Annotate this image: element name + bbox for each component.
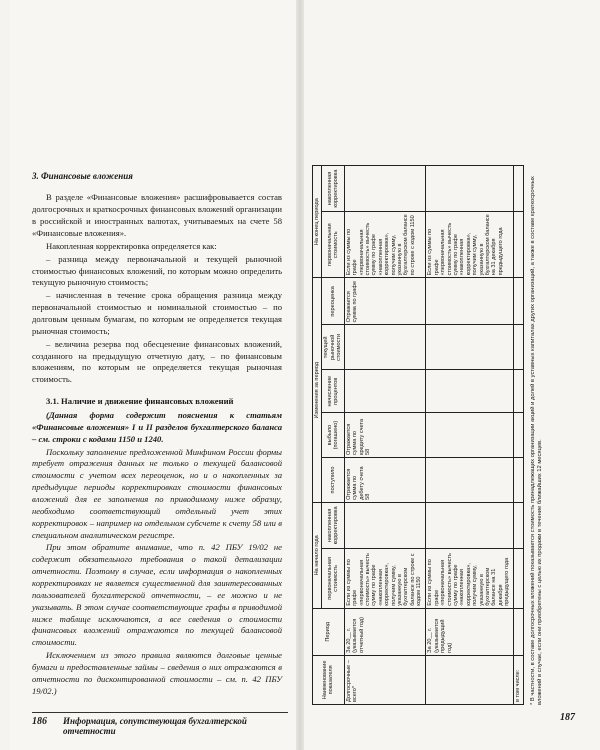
cell-interest xyxy=(344,370,426,413)
subsection-title: 3.1. Наличие и движение финансовых вложений xyxy=(46,396,234,407)
cell-interest xyxy=(514,370,524,413)
cell-market xyxy=(344,325,426,370)
cell-start-cost: Если из суммы по графе «первоначальная стоимость» вычесть сумму по графе «накопленная корректировка», получим сумму, указанную в бухгалтерском балансе на 31 декабря предыдущего года xyxy=(426,548,514,608)
rotated-table-content xyxy=(312,165,560,705)
cell-period: За 20__ г. (указывается предыдущий год) xyxy=(426,608,514,655)
paragraph: При этом обратите внимание, что п. 42 ПБУ 19/02 не содержит обязательного требования о такой детализации отчетности. Поэтому в случае, если информация о накопленных корректировках не является существенной для заинтересованных пользователей бухгалтерской отчетности, – ее можно и не указывать. В этом случае соответствующие графы в приводимой ниже таблице исключаются, а все сведения о стоимости финансовых вложений отражаются по текущей балансовой стоимости. xyxy=(32,542,282,648)
cell-start-adj xyxy=(514,502,524,548)
cell-period xyxy=(514,608,524,655)
cell-start-cost: Если из суммы по графе «первоначальная стоимость» вычесть сумму по графе «накопленная корректировка», получим сумму, указанную в бухгалтерском балансе по строке с кодом 1150 xyxy=(344,548,426,608)
page-number: 186 xyxy=(32,716,47,727)
cell-received xyxy=(514,458,524,503)
col-sub-received: поступило xyxy=(322,458,344,503)
book-gutter xyxy=(296,0,304,750)
running-footer: Информация, сопутствующая бухгалтерской отчетности xyxy=(63,716,247,736)
col-sub-interest: начисление процентов xyxy=(322,370,344,413)
page-number-right xyxy=(560,712,575,723)
cell-market xyxy=(426,325,514,370)
financial-investments-table xyxy=(312,165,524,705)
col-sub-revaluation: переоценка xyxy=(322,278,344,325)
rotated-table-area xyxy=(312,165,560,705)
cell-end-adj xyxy=(344,166,426,212)
cell-revaluation: Отражается сумма по графе xyxy=(344,278,426,325)
col-header-end: На конец периода xyxy=(313,166,322,278)
table-row xyxy=(426,166,514,705)
paragraph: – начисленная в течение срока обращения разница между первоначальной стоимостью и номинальной стоимостью – по долговым ценным бумагам, по которым не определяется текущая рыночная стоимость; xyxy=(32,290,282,336)
cell-end-cost xyxy=(514,212,524,278)
col-header-start: На начало года xyxy=(313,502,322,608)
cell-disposed: Отражается сумма по кредиту счета 58 xyxy=(344,413,426,458)
col-sub-start-adj: накопленная корректировка xyxy=(322,502,344,548)
cell-start-adj xyxy=(344,502,426,548)
table-header-row xyxy=(313,166,322,705)
paragraph: – величина резерва под обесценение финансовых вложений, созданного на предыдущую отчетную дату, – по финансовым вложениям, по которым не определяется текущая рыночная стоимость. xyxy=(32,338,282,385)
table-row xyxy=(344,166,426,705)
cell-received xyxy=(426,458,514,503)
cell-start-adj xyxy=(426,502,514,548)
cell-end-adj xyxy=(426,166,514,212)
cell-disposed xyxy=(514,413,524,458)
cell-name xyxy=(426,655,514,704)
cell-start-cost xyxy=(514,548,524,608)
col-sub-start-cost: первоначальная стоимость xyxy=(322,548,344,608)
paragraph: Поскольку заполнение предложенной Минфином России формы требует отражения данных не только о текущей балансовой стоимости с учетом всех переоценок, но и о накопленных за предыдущие периоды корректировках стоимости финансовых вложений для ее заполнения по приводимому ниже образцу, необходимо соответствующий отдельный учет этих корректировок – например на отдельном субсчете к счету 58 или в специальном аналитическом регистре. xyxy=(32,446,282,540)
paragraph: – разница между первоначальной и текущей рыночной стоимостью финансовых вложений, по которым можно определить текущую рыночную стоимость; xyxy=(32,253,282,288)
cell-end-cost: Если из суммы по графе «первоначальная стоимость» вычесть сумму по графе «накопленная корректировка», получим сумму, указанную в бухгалтерском балансе на 31 декабря предыдущего года xyxy=(426,212,514,278)
cell-revaluation xyxy=(514,278,524,325)
cell-name: в том числе: xyxy=(514,655,524,704)
cell-end-cost: Если из суммы по графе «первоначальная стоимость» вычесть сумму по графе «накопленная корректировка», получим сумму, указанную в бухгалтерском балансе по строке с кодом 1150 xyxy=(344,212,426,278)
cell-received: Отражается сумма по дебету счета 58 xyxy=(344,458,426,503)
paragraph: Исключением из этого правила являются долговые ценные бумаги и предоставленные займы – сведения о них отражаются в отчетности по дисконтированной стоимости – см. п. 42 ПБУ 19/02.) xyxy=(32,650,282,696)
cell-disposed xyxy=(426,413,514,458)
col-sub-market: текущей рыночной стоимости xyxy=(322,325,344,370)
table-footnote: * В частности, в составе долгосрочных вложений показывается стоимость принадлежащих организации акций и долей в уставных капиталах других организаций, а также в составе краткосрочных вложений в случае, если они приобретены с целью их продажи в течение ближайших 12 месяцев. xyxy=(530,176,543,705)
table-row xyxy=(514,166,524,705)
cell-interest xyxy=(426,370,514,413)
col-sub-end-cost: первоначальная стоимость xyxy=(322,212,344,278)
col-sub-end-adj: накопленная корректировка xyxy=(322,166,344,212)
paragraph: Накопленная корректировка определяется как: xyxy=(46,240,217,251)
col-header-changes: Изменения за период xyxy=(313,278,322,503)
cell-period: За 20__ г. (указывается отчетный год) xyxy=(344,608,426,655)
paragraph: В разделе «Финансовые вложения» расшифровывается состав долгосрочных и краткосрочных финансовых вложений организации в российской и иностранных валютах, учитываемых на счете 58 «Финансовые вложения». xyxy=(32,192,282,238)
cell-end-adj xyxy=(514,166,524,212)
col-sub-disposed: выбыло (погашено) xyxy=(322,413,344,458)
page-number: 187 xyxy=(560,712,575,723)
paragraph: (Данная форма содержит пояснения к статьям «Финансовые вложения» I и II разделов бухгалтерского баланса – см. строки с кодами 1150 и 1240. xyxy=(32,410,282,444)
section-title: 3. Финансовые вложения xyxy=(32,171,133,181)
col-header-period: Период xyxy=(313,608,345,655)
col-header-name: Наименование показателя xyxy=(313,655,345,704)
left-page-content xyxy=(32,170,282,699)
left-page-footer xyxy=(32,712,288,736)
cell-revaluation xyxy=(426,278,514,325)
cell-name: Долгосрочные – всего* xyxy=(344,655,426,704)
cell-market xyxy=(514,325,524,370)
